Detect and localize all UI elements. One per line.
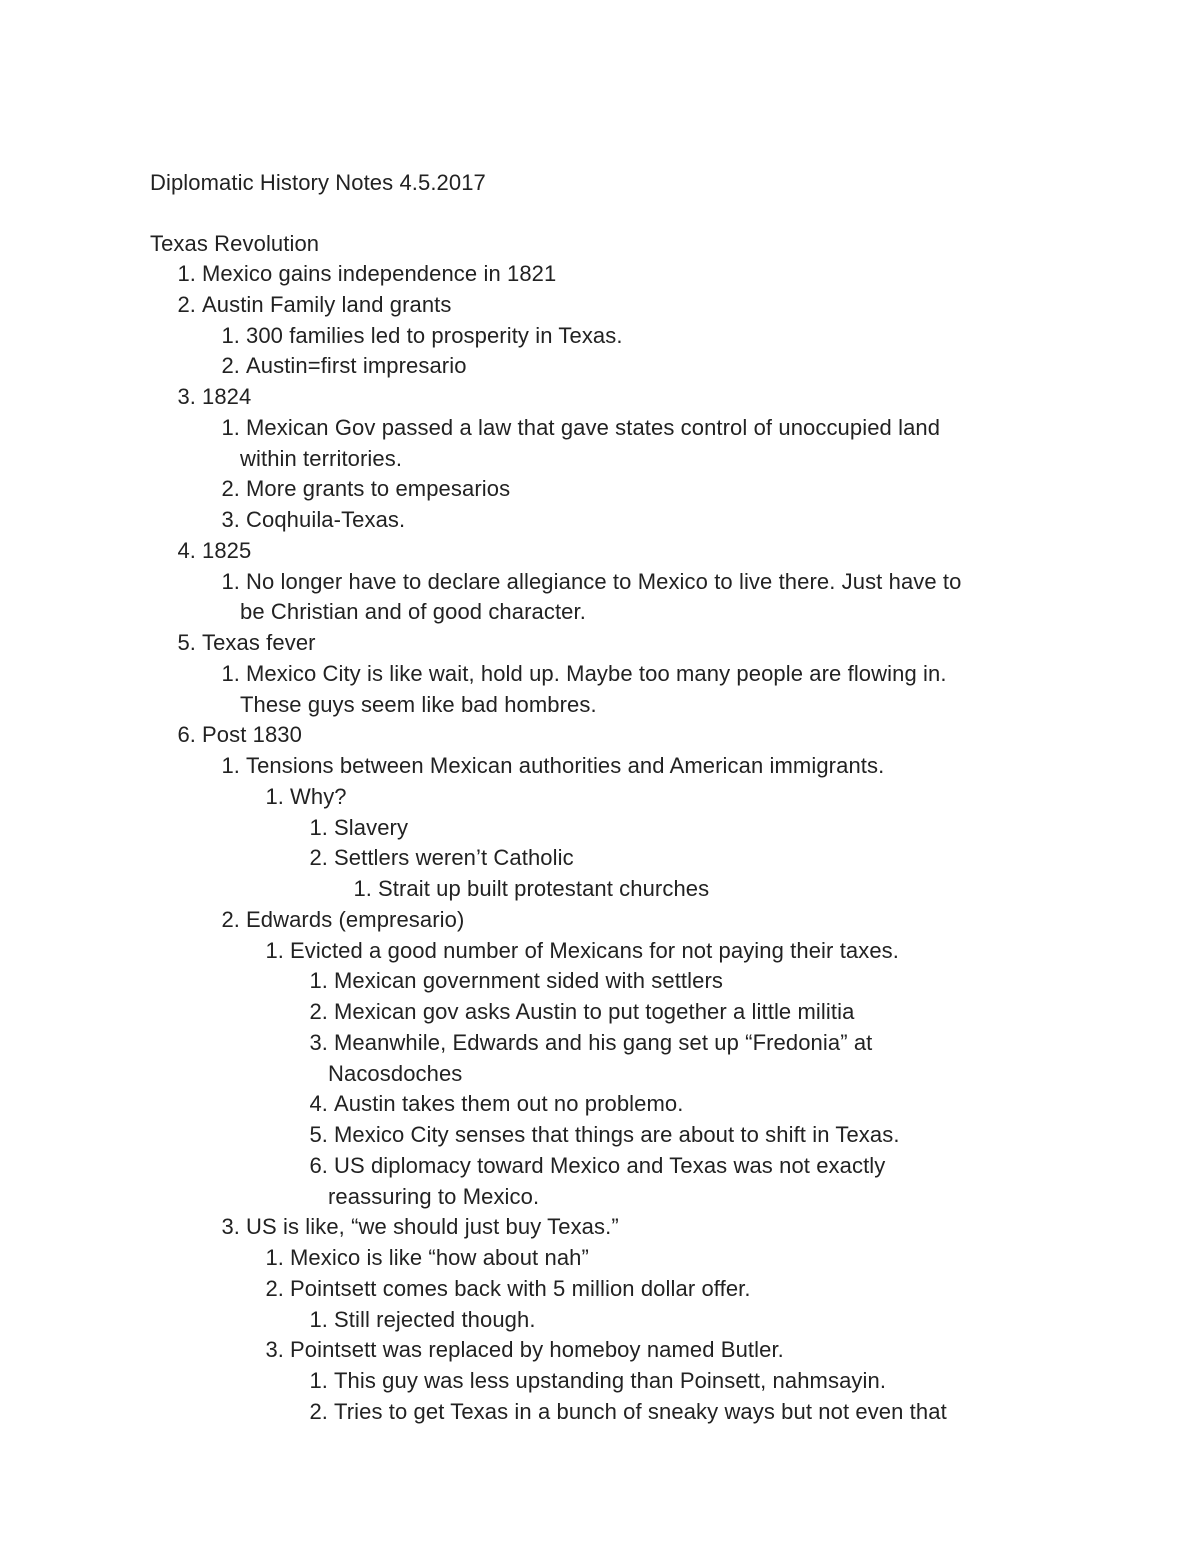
list-item-text: US diplomacy toward Mexico and Texas was not exactly (334, 1152, 886, 1178)
list-item-text: 1824 (202, 384, 252, 409)
list-number: 3. (177, 384, 196, 409)
list-item (221, 567, 962, 597)
list-item-text: Mexico gains independence in 1821 (202, 261, 557, 286)
list-item (221, 321, 623, 351)
list-item (221, 751, 885, 781)
list-item (221, 505, 406, 535)
list-item-text: Evicted a good number of Mexicans for not paying their taxes. (290, 937, 899, 963)
list-item (177, 536, 252, 566)
list-number: 5. (177, 630, 196, 655)
list-item (265, 936, 899, 966)
list-item-text: Post 1830 (202, 722, 302, 748)
list-item-continuation (328, 1182, 539, 1212)
list-item (221, 659, 947, 689)
list-item-continuation (240, 690, 597, 720)
list-number: 1. (221, 568, 240, 594)
list-item (309, 1089, 684, 1119)
list-item (221, 474, 511, 504)
list-item-text: Tries to get Texas in a bunch of sneaky ways but not even that (334, 1398, 947, 1424)
list-item-text: Meanwhile, Edwards and his gang set up “Fredonia” at (334, 1029, 873, 1055)
list-item-continuation (240, 597, 586, 627)
list-item (309, 1397, 947, 1427)
list-item-text: Mexican government sided with settlers (334, 968, 723, 994)
list-item-text: Coqhuila-Texas. (246, 507, 406, 532)
list-item-text: Austin Family land grants (202, 291, 452, 317)
list-item-continuation (328, 1059, 462, 1089)
list-item (265, 1274, 751, 1304)
list-item-text: Slavery (334, 814, 409, 840)
list-item-text: reassuring to Mexico. (328, 1183, 540, 1209)
list-item-continuation (240, 444, 402, 474)
list-item (177, 382, 252, 412)
list-number: 4. (309, 1091, 328, 1117)
list-number: 1. (353, 876, 372, 901)
list-item-text: Tensions between Mexican authorities and American immigrants. (246, 753, 885, 778)
list-number: 2. (309, 845, 328, 871)
list-item (309, 1120, 900, 1150)
list-number: 2. (221, 353, 240, 379)
list-item (309, 1151, 886, 1181)
list-number: 4. (177, 537, 196, 563)
list-number: 1. (265, 937, 284, 963)
list-item (221, 1212, 619, 1242)
list-number: 3. (309, 1029, 328, 1055)
list-item-text: Why? (290, 783, 347, 809)
list-item-text: Mexican gov asks Austin to put together a little militia (334, 999, 855, 1024)
list-item-text: 300 families led to prosperity in Texas. (246, 322, 623, 348)
list-item (265, 1243, 589, 1273)
list-number: 3. (265, 1337, 284, 1363)
list-item (309, 966, 723, 996)
list-number: 2. (309, 999, 328, 1024)
list-number: 6. (309, 1152, 328, 1178)
list-item (177, 720, 302, 750)
list-item (309, 813, 409, 843)
list-number: 2. (309, 1398, 328, 1424)
list-item-text: Settlers weren’t Catholic (334, 845, 574, 871)
list-number: 3. (221, 507, 240, 532)
list-item-text: Pointsett was replaced by homeboy named Butler. (290, 1337, 784, 1363)
list-item (177, 628, 316, 658)
list-item (353, 874, 710, 904)
list-item-text: Mexico City is like wait, hold up. Maybe too many people are flowing in. (246, 660, 947, 686)
list-item-text: 1825 (202, 537, 252, 563)
list-item-text: Austin takes them out no problemo. (334, 1091, 684, 1117)
document-title: Diplomatic History Notes 4.5.2017 (150, 170, 486, 195)
list-number: 1. (265, 1245, 284, 1270)
list-item (177, 290, 452, 320)
list-number: 3. (221, 1214, 240, 1240)
list-item-text: Texas fever (202, 630, 316, 655)
list-item-text: Mexican Gov passed a law that gave states control of unoccupied land (246, 414, 941, 440)
list-item (265, 782, 347, 812)
list-number: 5. (309, 1122, 328, 1147)
list-item (309, 1028, 873, 1058)
list-number: 1. (309, 1306, 328, 1332)
list-item-text: No longer have to declare allegiance to Mexico to live there. Just have to (246, 568, 962, 594)
list-item-text: Austin=first impresario (246, 353, 467, 379)
list-number: 1. (221, 322, 240, 348)
list-item (177, 259, 557, 289)
list-item (309, 997, 855, 1027)
list-item-text: These guys seem like bad hombres. (240, 691, 597, 717)
list-number: 2. (177, 291, 196, 317)
list-number: 1. (177, 261, 196, 286)
list-number: 1. (221, 414, 240, 440)
list-item-text: Mexico City senses that things are about to shift in Texas. (334, 1122, 900, 1147)
list-item (221, 413, 941, 443)
list-number: 2. (221, 906, 240, 932)
list-number: 1. (221, 753, 240, 778)
section-heading: Texas Revolution (150, 231, 320, 256)
list-item-text: Pointsett comes back with 5 million dollar offer. (290, 1275, 751, 1301)
list-number: 1. (309, 814, 328, 840)
list-item (265, 1335, 784, 1365)
list-item (221, 351, 467, 381)
list-item-text: Mexico is like “how about nah” (290, 1245, 589, 1270)
list-item (221, 905, 465, 935)
list-item-text: Edwards (empresario) (246, 906, 465, 932)
list-item-text: Nacosdoches (328, 1060, 463, 1086)
list-item-text: Strait up built protestant churches (378, 876, 710, 901)
list-number: 1. (309, 1368, 328, 1393)
list-item-text: This guy was less upstanding than Poinsett, nahmsayin. (334, 1368, 887, 1393)
list-item (309, 1366, 887, 1396)
list-number: 2. (265, 1275, 284, 1301)
list-number: 1. (221, 660, 240, 686)
list-number: 1. (265, 783, 284, 809)
list-number: 1. (309, 968, 328, 994)
list-item-text: be Christian and of good character. (240, 599, 586, 625)
list-item (309, 843, 574, 873)
list-number: 2. (221, 476, 240, 502)
list-item-text: More grants to empesarios (246, 476, 511, 502)
list-item-text: Still rejected though. (334, 1306, 536, 1332)
list-item (309, 1305, 536, 1335)
list-number: 6. (177, 722, 196, 748)
list-item-text: US is like, “we should just buy Texas.” (246, 1214, 619, 1240)
list-item-text: within territories. (240, 445, 403, 471)
